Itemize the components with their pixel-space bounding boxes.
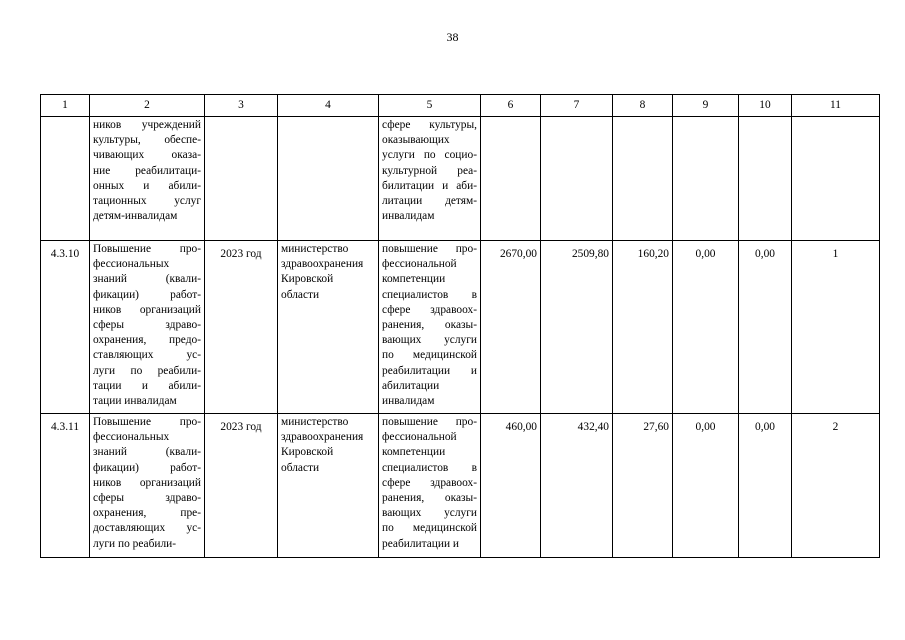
page-number: 38 bbox=[446, 30, 459, 44]
column-header: 3 bbox=[205, 95, 278, 117]
measure-name-line: фикации) работ- bbox=[93, 288, 201, 301]
measure-name-line: охранения, предо- bbox=[93, 334, 201, 347]
measure-name-line: сферы здраво- bbox=[93, 319, 201, 332]
table-row bbox=[41, 414, 880, 558]
measure-name-line: знаний (квали- bbox=[93, 446, 201, 459]
value-col9 bbox=[673, 117, 739, 241]
value-col7 bbox=[541, 117, 613, 241]
measure-result-line: ранения, оказы- bbox=[382, 319, 477, 332]
measure-executor-line: Кировской bbox=[281, 446, 334, 459]
measure-result-line: ранения, оказы- bbox=[382, 492, 477, 505]
measure-executor bbox=[278, 414, 379, 558]
measure-name-line: Повышение про- bbox=[93, 416, 201, 428]
measure-code bbox=[41, 117, 90, 241]
measure-name-line: луги по реабили- bbox=[93, 537, 177, 550]
measure-result-line: услуги по социо- bbox=[382, 149, 477, 162]
measure-name-line: ставляющих ус- bbox=[93, 349, 201, 362]
column-header: 5 bbox=[379, 95, 481, 117]
measure-result-line: вающих услуги bbox=[382, 507, 477, 520]
measure-result-line: реабилитации и bbox=[382, 537, 460, 550]
measure-result-line: сфере культуры, bbox=[382, 119, 477, 131]
measure-name-line: онных и абили- bbox=[93, 179, 201, 192]
table-row bbox=[41, 241, 880, 414]
measure-name-line: тации и абили- bbox=[93, 379, 201, 392]
measure-name bbox=[90, 117, 205, 241]
value-col11: 1 bbox=[792, 241, 880, 414]
value-col7: 2509,80 bbox=[541, 241, 613, 414]
measure-code: 4.3.11 bbox=[41, 414, 90, 558]
measure-result-line: сфере здравоох- bbox=[382, 303, 477, 316]
measure-name-line: ников учреждений bbox=[93, 119, 201, 131]
measure-result-line: фессиональной bbox=[382, 258, 457, 271]
measure-result-line: повышение про- bbox=[382, 416, 477, 428]
value-col9: 0,00 bbox=[673, 241, 739, 414]
measure-name bbox=[90, 241, 205, 414]
measure-result-line: культурной реа- bbox=[382, 164, 477, 177]
value-col11: 2 bbox=[792, 414, 880, 558]
measure-name-line: ников организаций bbox=[93, 303, 201, 316]
measure-executor-line: министерство bbox=[281, 243, 349, 255]
measure-executor-line: здравоохранения bbox=[281, 431, 364, 444]
measure-name-line: ников организаций bbox=[93, 476, 201, 489]
measure-result-line: повышение про- bbox=[382, 243, 477, 255]
measure-name-line: Повышение про- bbox=[93, 243, 201, 255]
measure-executor-line: министерство bbox=[281, 416, 349, 428]
measure-name-line: культуры, обеспе- bbox=[93, 134, 201, 147]
measure-executor bbox=[278, 117, 379, 241]
measure-result-line: компетенции bbox=[382, 273, 446, 286]
measure-executor-line: Кировской bbox=[281, 273, 334, 286]
measure-result-line: реабилитации и bbox=[382, 364, 477, 377]
measure-name-line: сферы здраво- bbox=[93, 492, 201, 505]
measure-result-line: инвалидам bbox=[382, 210, 435, 223]
measure-year: 2023 год bbox=[205, 241, 278, 414]
measure-executor-line: области bbox=[281, 288, 320, 301]
measure-executor-line: области bbox=[281, 461, 320, 474]
measure-result-line: инвалидам bbox=[382, 395, 435, 408]
measure-result-line: специалистов в bbox=[382, 461, 477, 474]
measure-result-line: литации детям- bbox=[382, 195, 477, 208]
measure-result bbox=[379, 117, 481, 241]
measure-result-line: фессиональной bbox=[382, 431, 457, 444]
measure-result-line: по медицинской bbox=[382, 522, 477, 535]
measure-name-line: чивающих оказа- bbox=[93, 149, 201, 162]
column-header: 1 bbox=[41, 95, 90, 117]
measure-name-line: доставляющих ус- bbox=[93, 522, 201, 535]
column-header: 2 bbox=[90, 95, 205, 117]
measure-result-line: вающих услуги bbox=[382, 334, 477, 347]
measure-name-line: тации инвалидам bbox=[93, 395, 177, 408]
measure-result bbox=[379, 241, 481, 414]
value-col10 bbox=[739, 117, 792, 241]
measure-name-line: детям-инвалидам bbox=[93, 210, 178, 223]
measure-name-line: знаний (квали- bbox=[93, 273, 201, 286]
measure-year: 2023 год bbox=[205, 414, 278, 558]
header-row bbox=[41, 95, 880, 117]
value-col6: 2670,00 bbox=[481, 241, 541, 414]
measures-table bbox=[40, 94, 880, 558]
column-header: 8 bbox=[613, 95, 673, 117]
measure-result bbox=[379, 414, 481, 558]
measure-name-line: охранения, пре- bbox=[93, 507, 201, 520]
column-header: 7 bbox=[541, 95, 613, 117]
measure-name-line: тационных услуг bbox=[93, 195, 201, 208]
column-header: 10 bbox=[739, 95, 792, 117]
measure-executor bbox=[278, 241, 379, 414]
column-header: 6 bbox=[481, 95, 541, 117]
measure-name-line: фикации) работ- bbox=[93, 461, 201, 474]
table-row bbox=[41, 117, 880, 241]
measure-result-line: оказывающих bbox=[382, 134, 450, 147]
value-col8: 27,60 bbox=[613, 414, 673, 558]
measure-executor-line: здравоохранения bbox=[281, 258, 364, 271]
value-col10: 0,00 bbox=[739, 414, 792, 558]
measure-name-line: фессиональных bbox=[93, 431, 170, 444]
value-col10: 0,00 bbox=[739, 241, 792, 414]
column-header: 4 bbox=[278, 95, 379, 117]
measure-year bbox=[205, 117, 278, 241]
measure-name-line: ние реабилитаци- bbox=[93, 164, 201, 177]
measure-name bbox=[90, 414, 205, 558]
measure-result-line: абилитации bbox=[382, 379, 440, 392]
value-col7: 432,40 bbox=[541, 414, 613, 558]
measure-result-line: компетенции bbox=[382, 446, 446, 459]
value-col6: 460,00 bbox=[481, 414, 541, 558]
measure-result-line: по медицинской bbox=[382, 349, 477, 362]
column-header: 9 bbox=[673, 95, 739, 117]
measure-code: 4.3.10 bbox=[41, 241, 90, 414]
measure-name-line: луги по реабили- bbox=[93, 364, 201, 377]
measure-result-line: специалистов в bbox=[382, 288, 477, 301]
column-header: 11 bbox=[792, 95, 880, 117]
value-col9: 0,00 bbox=[673, 414, 739, 558]
measure-result-line: сфере здравоох- bbox=[382, 476, 477, 489]
measure-name-line: фессиональных bbox=[93, 258, 170, 271]
value-col8: 160,20 bbox=[613, 241, 673, 414]
value-col8 bbox=[613, 117, 673, 241]
measure-result-line: билитации и аби- bbox=[382, 179, 477, 192]
value-col6 bbox=[481, 117, 541, 241]
value-col11 bbox=[792, 117, 880, 241]
